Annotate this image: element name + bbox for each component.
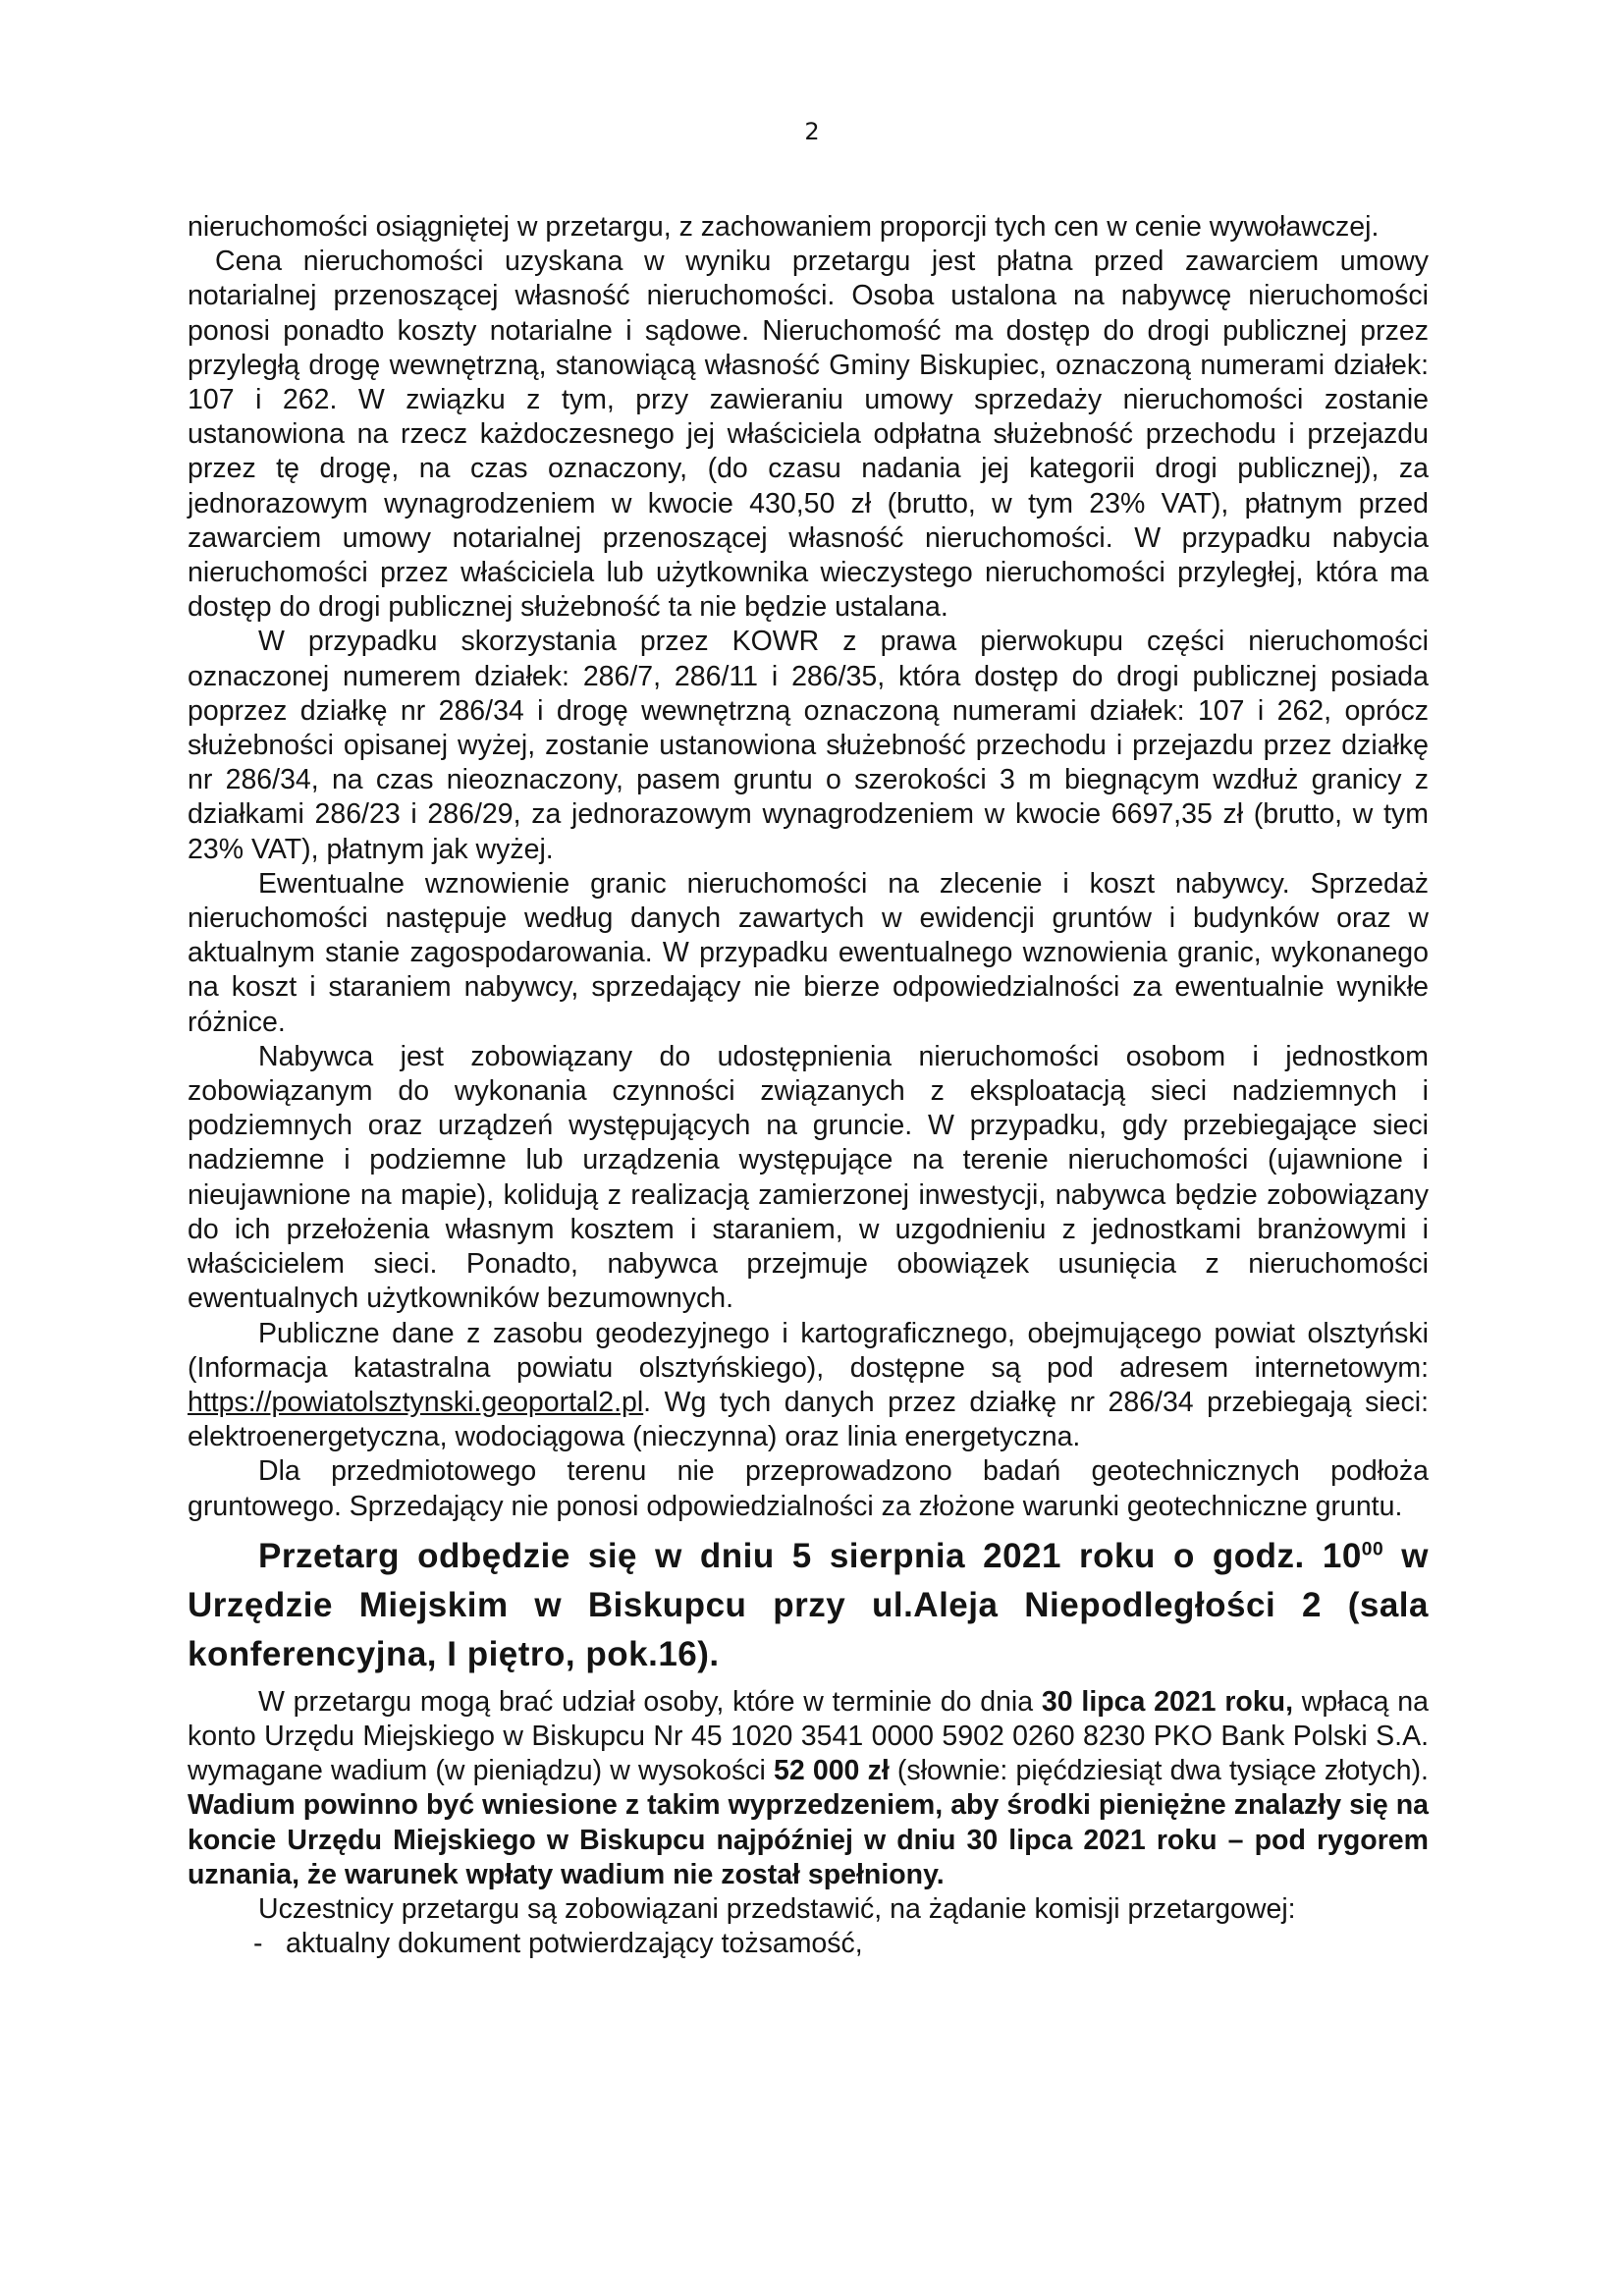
paragraph-participants: Uczestnicy przetargu są zobowiązani przedstawić, na żądanie komisji przetargowej: xyxy=(258,1892,1296,1925)
paragraph-price-and-access: Cena nieruchomości uzyskana w wyniku przetargu jest płatna przed zawarciem umowy notarialnej przenoszącej własność nieruchomości. Osoba ustalona na nabywcę nieruchomości ponosi ponadto koszty notarialne i sądowe. Nieruchomość ma dostęp do drogi publicznej przez przyległą drogę wewnętrzną, stanowiącą własność Gminy Biskupiec, oznaczoną numerami działek: 107 i 262. W związku z tym, przy zawieraniu umowy sprzedaży nieruchomości zostanie ustanowiona na rzecz każdoczesnego jej właściciela odpłatna służebność przechodu i przejazdu przez tę drogę, na czas oznaczony, (do czasu nadania jej kategorii drogi publicznej), za jednorazowym wynagrodzeniem w kwocie 430,50 zł (brutto, w tym 23% VAT), płatnym przed zawarciem umowy notarialnej przenoszącej własność nieruchomości. W przypadku nabycia nieruchomości przez właściciela lub użytkownika wieczystego nieruchomości przyległej, która ma dostęp do drogi publicznej służebność ta nie będzie ustalana. xyxy=(188,246,1429,624)
deposit-amount: 52 000 zł xyxy=(774,1755,890,1787)
auction-date-heading xyxy=(188,1532,1429,1679)
deposit-deadline: 30 lipca 2021 roku, xyxy=(1041,1685,1293,1718)
page-number: 2 xyxy=(804,118,820,145)
paragraph-geotechnical: Dla przedmiotowego terenu nie przeprowadzono badań geotechnicznych podłoża gruntowego. Sprzedający nie ponosi odpowiedzialności za złożone warunki geotechniczne gruntu. xyxy=(188,1455,1429,1522)
deposit-warning: Wadium powinno być wniesione z takim wyprzedzeniem, aby środki pieniężne znalazły się na koncie Urzędu Miejskiego w Biskupcu najpóźniej w dniu 30 lipca 2021 roku – pod rygorem uznania, że warunek wpłaty wadium nie został spełniony. xyxy=(188,1789,1429,1890)
document-body xyxy=(188,210,1429,1961)
public-data-text: Publiczne dane z zasobu geodezyjnego i kartograficznego, obejmującego powiat olsztyński (Informacja katastralna powiatu olsztyńskiego), dostępne są pod adresem internetowym: xyxy=(188,1317,1429,1384)
heading-main: Przetarg odbędzie się w dniu 5 sierpnia 2021 roku o godz. 10 xyxy=(258,1536,1362,1575)
deposit-text-1: W przetargu mogą brać udział osoby, które w terminie do dnia xyxy=(258,1685,1042,1718)
heading-time-superscript: 00 xyxy=(1361,1539,1384,1560)
list-item xyxy=(188,1927,1429,1961)
public-data-text-after: . Wg tych danych przez działkę nr 286/34 przebiegają sieci: elektroenergetyczna, wodociągowa (nieczynna) oraz linia energetyczna. xyxy=(188,1386,1429,1453)
paragraph-boundaries: Ewentualne wznowienie granic nieruchomości na zlecenie i koszt nabywcy. Sprzedaż nieruchomości następuje według danych zawartych w ewidencji gruntów i budynków oraz w aktualnym stanie zagospodarowania. W przypadku ewentualnego wznowienia granic, wykonanego na koszt i staraniem nabywcy, sprzedający nie bierze odpowiedzialności za ewentualnie wynikłe różnice. xyxy=(188,867,1429,1038)
paragraph-utilities: Nabywca jest zobowiązany do udostępnienia nieruchomości osobom i jednostkom zobowiązanym do wykonania czynności związanych z eksploatacją sieci nadziemnych i podziemnych oraz urządzeń występujących na gruncie. W przypadku, gdy przebiegające sieci nadziemne i podziemne lub urządzenia występujące na terenie nieruchomości (ujawnione i nieujawnione na mapie), kolidują z realizacją zamierzonej inwestycji, nabywca będzie zobowiązany do ich przełożenia własnym kosztem i staraniem, w uzgodnieniu z jednostkami branżowymi i właścicielem sieci. Ponadto, nabywca przejmuje obowiązek usunięcia z nieruchomości ewentualnych użytkowników bezumownych. xyxy=(188,1040,1429,1315)
paragraph-continuation: nieruchomości osiągniętej w przetargu, z zachowaniem proporcji tych cen w cenie wywoławczej. xyxy=(188,211,1380,243)
list-dash: - xyxy=(253,1928,263,1960)
deposit-text-2: wpłacą na konto Urzędu Miejskiego w Biskupcu Nr 45 1020 3541 0000 5902 0260 8230 PKO Bank Polski S.A. wymagane wadium (w pieniądzu) w wysokości xyxy=(188,1685,1429,1787)
heading-rest: w Urzędzie Miejskim w Biskupcu przy ul.Aleja Niepodległości 2 (sala konferencyjna, I piętro, pok.16). xyxy=(188,1536,1429,1673)
geoportal-link[interactable]: https://powiatolsztynski.geoportal2.pl xyxy=(188,1386,644,1418)
deposit-text-3: (słownie: pięćdziesiąt dwa tysiące złotych). xyxy=(889,1755,1429,1787)
paragraph-kowr-preemption: W przypadku skorzystania przez KOWR z prawa pierwokupu części nieruchomości oznaczonej numerem działek: 286/7, 286/11 i 286/35, która dostęp do drogi publicznej posiada poprzez działkę nr 286/34 i drogę wewnętrzną oznaczoną numerami działek: 107 i 262, oprócz służebności opisanej wyżej, zostanie ustanowiona służebność przechodu i przejazdu przez działkę nr 286/34, na czas nieoznaczony, pasem gruntu o szerokości 3 m biegnącym wzdłuż granicy z działkami 286/23 i 286/29, za jednorazowym wynagrodzeniem w kwocie 6697,35 zł (brutto, w tym 23% VAT), płatnym jak wyżej. xyxy=(188,626,1429,865)
paragraph-public-data xyxy=(188,1317,1429,1455)
list-item-text: aktualny dokument potwierdzający tożsamość, xyxy=(286,1928,863,1960)
paragraph-deposit xyxy=(188,1685,1429,1892)
